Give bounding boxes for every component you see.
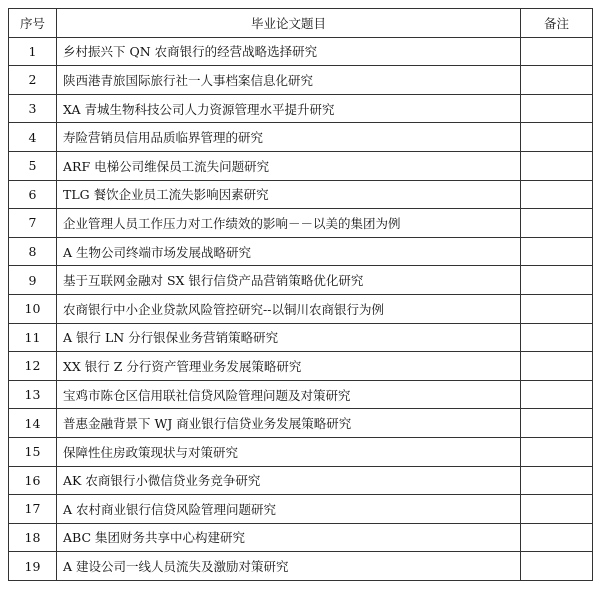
header-serial-number: 序号 xyxy=(9,9,57,38)
row-remarks xyxy=(521,437,593,466)
table-row xyxy=(9,552,593,581)
row-serial-number: 6 xyxy=(9,180,57,209)
row-remarks xyxy=(521,523,593,552)
row-thesis-title: 农商银行中小企业贷款风险管控研究--以铜川农商银行为例 xyxy=(57,294,521,323)
table-row xyxy=(9,266,593,295)
table-row xyxy=(9,523,593,552)
row-serial-number: 3 xyxy=(9,94,57,123)
row-remarks xyxy=(521,180,593,209)
row-serial-number: 4 xyxy=(9,123,57,152)
row-thesis-title: ABC 集团财务共享中心构建研究 xyxy=(57,523,521,552)
row-serial-number: 17 xyxy=(9,495,57,524)
table-row xyxy=(9,94,593,123)
table-row xyxy=(9,37,593,66)
row-serial-number: 11 xyxy=(9,323,57,352)
table-row xyxy=(9,380,593,409)
row-thesis-title: A 生物公司终端市场发展战略研究 xyxy=(57,237,521,266)
row-remarks xyxy=(521,66,593,95)
table-row xyxy=(9,66,593,95)
row-serial-number: 1 xyxy=(9,37,57,66)
row-remarks xyxy=(521,237,593,266)
row-remarks xyxy=(521,380,593,409)
header-remarks: 备注 xyxy=(521,9,593,38)
row-remarks xyxy=(521,552,593,581)
table-row xyxy=(9,151,593,180)
table-row xyxy=(9,209,593,238)
row-remarks xyxy=(521,151,593,180)
row-serial-number: 13 xyxy=(9,380,57,409)
row-remarks xyxy=(521,266,593,295)
row-serial-number: 16 xyxy=(9,466,57,495)
row-serial-number: 10 xyxy=(9,294,57,323)
table-row xyxy=(9,409,593,438)
row-serial-number: 2 xyxy=(9,66,57,95)
row-thesis-title: 寿险营销员信用品质临界管理的研究 xyxy=(57,123,521,152)
row-remarks xyxy=(521,495,593,524)
row-thesis-title: 普惠金融背景下 WJ 商业银行信贷业务发展策略研究 xyxy=(57,409,521,438)
row-remarks xyxy=(521,94,593,123)
row-remarks xyxy=(521,323,593,352)
row-serial-number: 15 xyxy=(9,437,57,466)
row-thesis-title: AK 农商银行小微信贷业务竞争研究 xyxy=(57,466,521,495)
row-serial-number: 7 xyxy=(9,209,57,238)
row-thesis-title: 乡村振兴下 QN 农商银行的经营战略选择研究 xyxy=(57,37,521,66)
table-row xyxy=(9,294,593,323)
row-thesis-title: 基于互联网金融对 SX 银行信贷产品营销策略优化研究 xyxy=(57,266,521,295)
row-remarks xyxy=(521,352,593,381)
table-row xyxy=(9,323,593,352)
row-serial-number: 12 xyxy=(9,352,57,381)
row-thesis-title: 宝鸡市陈仓区信用联社信贷风险管理问题及对策研究 xyxy=(57,380,521,409)
row-remarks xyxy=(521,409,593,438)
row-remarks xyxy=(521,37,593,66)
row-remarks xyxy=(521,466,593,495)
row-thesis-title: A 农村商业银行信贷风险管理问题研究 xyxy=(57,495,521,524)
table-row xyxy=(9,180,593,209)
row-remarks xyxy=(521,294,593,323)
header-thesis-title: 毕业论文题目 xyxy=(57,9,521,38)
row-serial-number: 18 xyxy=(9,523,57,552)
table-row xyxy=(9,237,593,266)
table-row xyxy=(9,466,593,495)
table-row xyxy=(9,437,593,466)
table-body xyxy=(9,37,593,580)
table-row xyxy=(9,352,593,381)
row-serial-number: 5 xyxy=(9,151,57,180)
table-row xyxy=(9,495,593,524)
row-thesis-title: ARF 电梯公司维保员工流失问题研究 xyxy=(57,151,521,180)
row-serial-number: 9 xyxy=(9,266,57,295)
thesis-topics-table xyxy=(8,8,593,581)
row-thesis-title: 保障性住房政策现状与对策研究 xyxy=(57,437,521,466)
table-header-row xyxy=(9,9,593,38)
row-thesis-title: A 银行 LN 分行银保业务营销策略研究 xyxy=(57,323,521,352)
row-thesis-title: 企业管理人员工作压力对工作绩效的影响－－以美的集团为例 xyxy=(57,209,521,238)
row-remarks xyxy=(521,123,593,152)
row-thesis-title: 陕西港青旅国际旅行社一人事档案信息化研究 xyxy=(57,66,521,95)
row-serial-number: 8 xyxy=(9,237,57,266)
row-thesis-title: TLG 餐饮企业员工流失影响因素研究 xyxy=(57,180,521,209)
row-remarks xyxy=(521,209,593,238)
table-row xyxy=(9,123,593,152)
row-thesis-title: A 建设公司一线人员流失及激励对策研究 xyxy=(57,552,521,581)
row-serial-number: 19 xyxy=(9,552,57,581)
row-thesis-title: XX 银行 Z 分行资产管理业务发展策略研究 xyxy=(57,352,521,381)
row-thesis-title: XA 青城生物科技公司人力资源管理水平提升研究 xyxy=(57,94,521,123)
row-serial-number: 14 xyxy=(9,409,57,438)
